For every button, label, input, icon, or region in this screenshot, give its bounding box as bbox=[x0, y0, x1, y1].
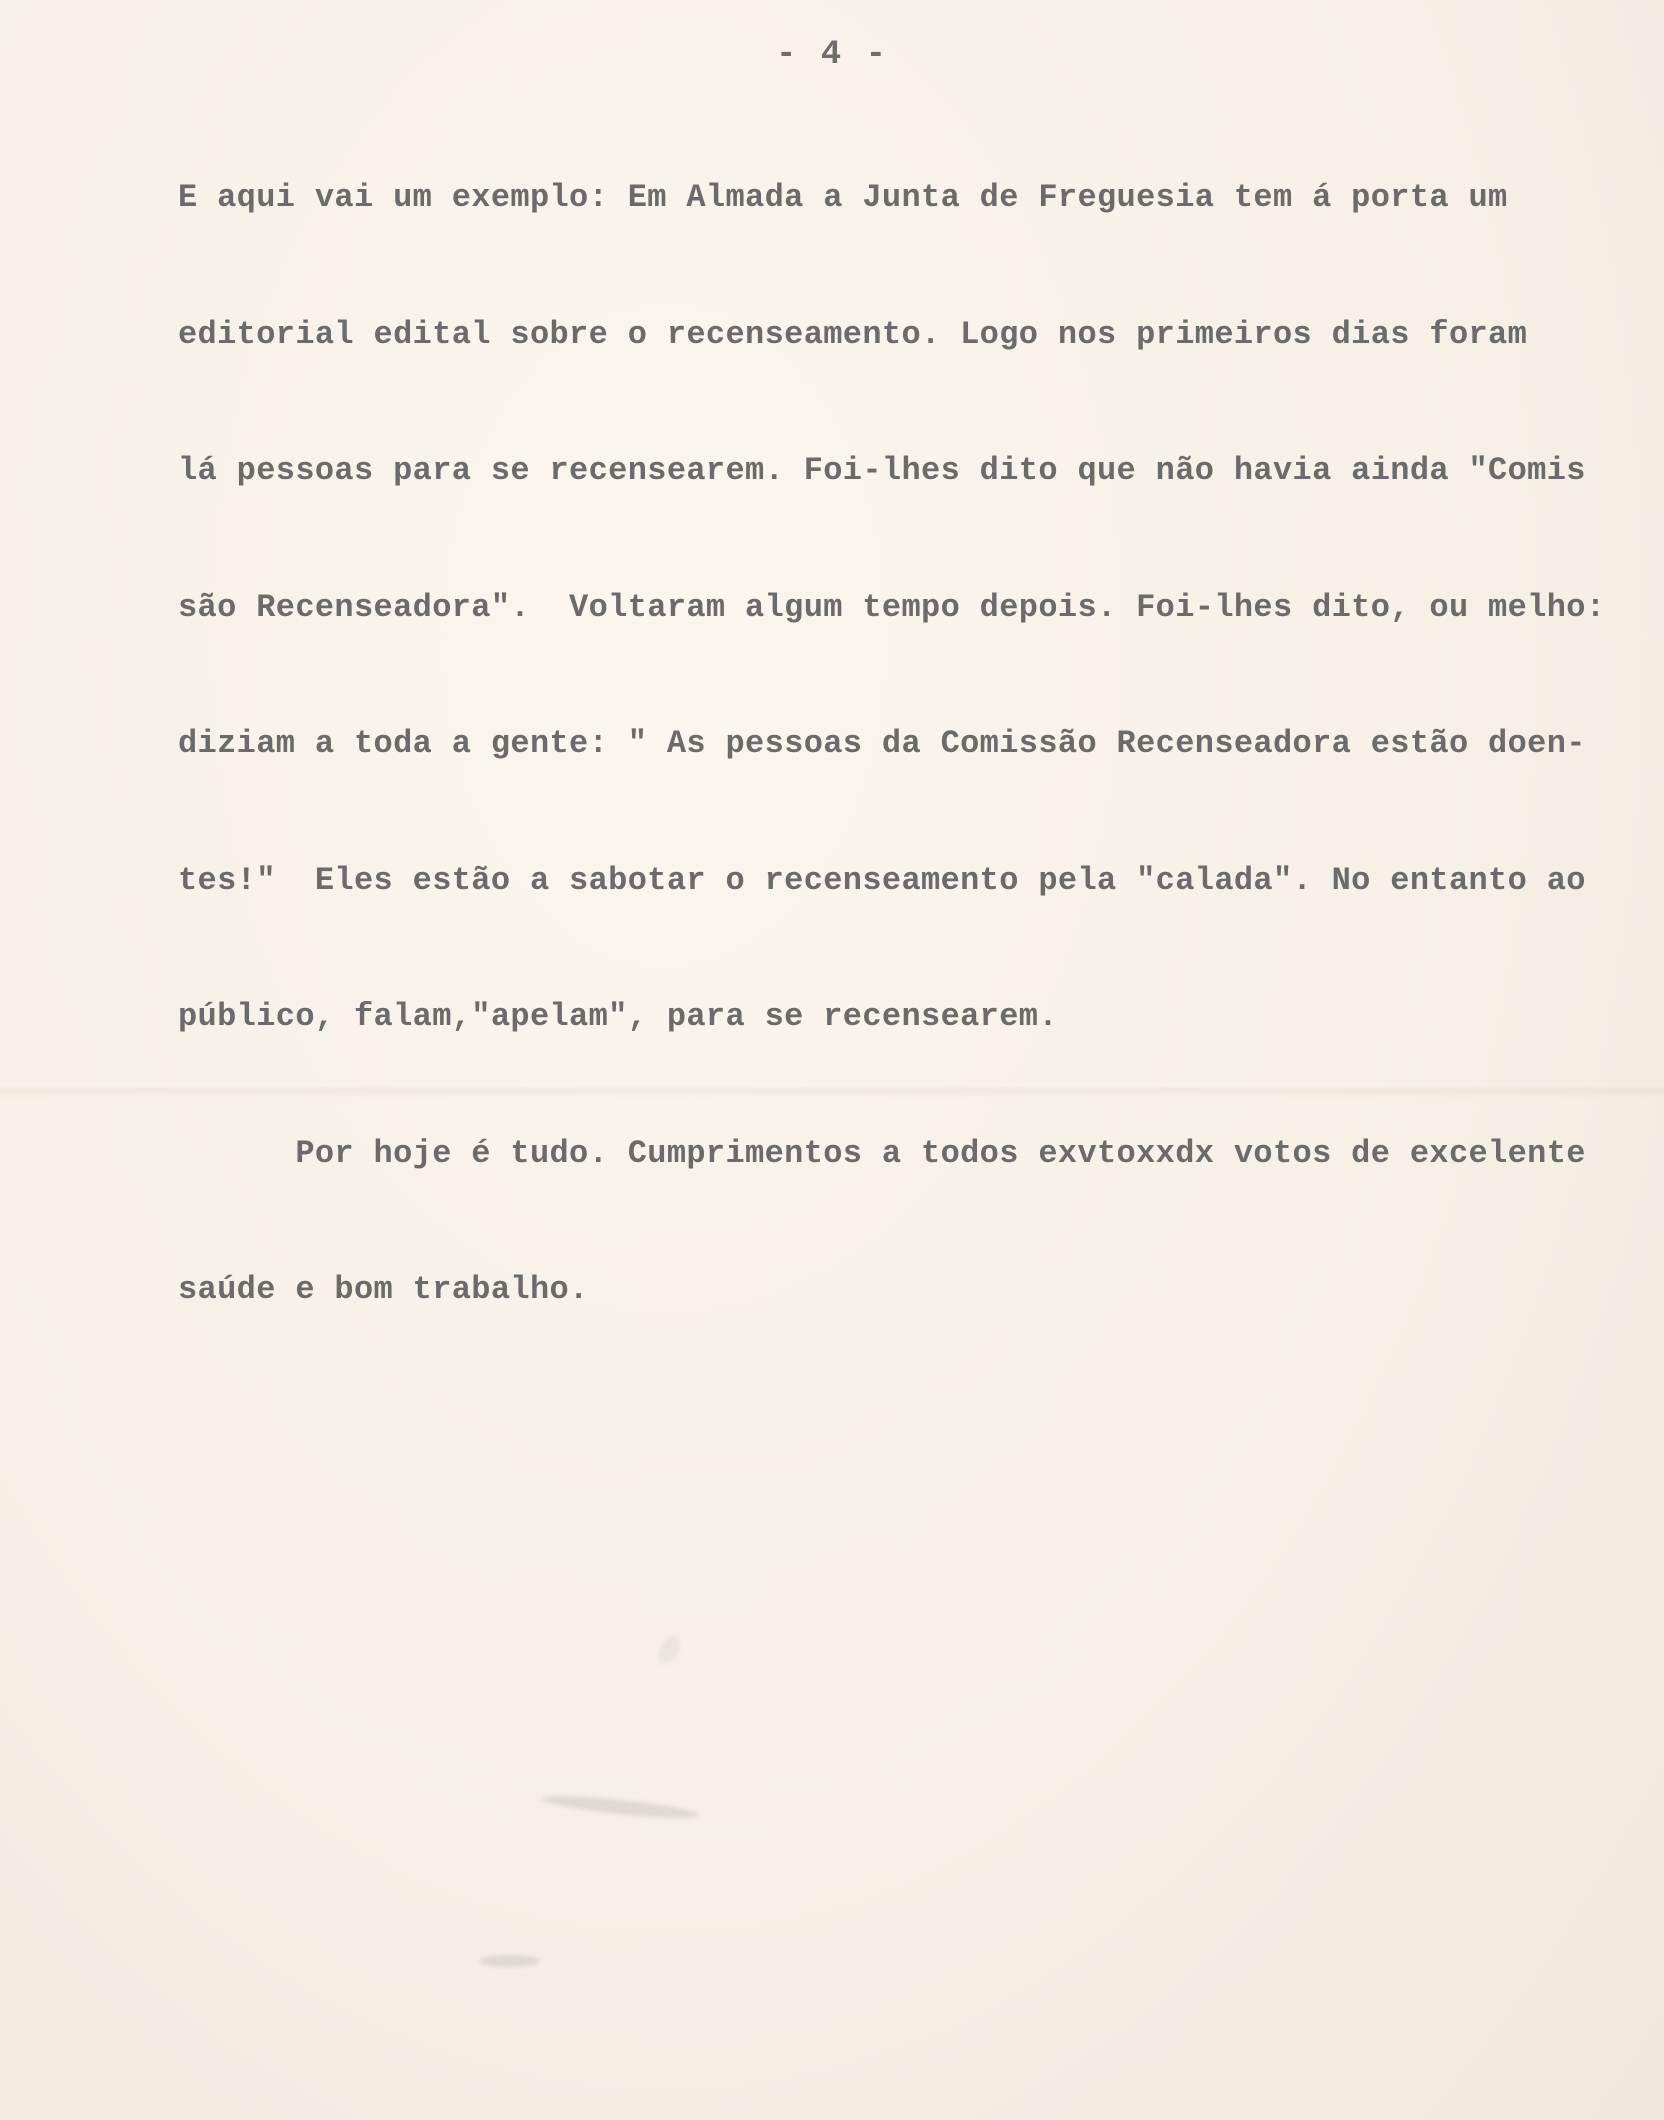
paper-smudge bbox=[654, 1633, 685, 1668]
body-line: editorial edital sobre o recenseamento. Logo nos primeiros dias foram bbox=[178, 315, 1528, 353]
paper-smudge bbox=[480, 1955, 540, 1967]
body-line: diziam a toda a gente: " As pessoas da Comissão Recenseadora estão doen- bbox=[178, 725, 1586, 762]
body-line: Por hoje é tudo. Cumprimentos a todos exvtoxxdx votos de excelente bbox=[178, 1134, 1586, 1172]
paper-smudge bbox=[540, 1792, 701, 1823]
body-line: são Recenseadora". Voltaram algum tempo depois. Foi-lhes dito, ou melho: bbox=[178, 588, 1606, 626]
typed-letter-body bbox=[178, 84, 1648, 1404]
body-line: saúde e bom trabalho. bbox=[178, 1271, 589, 1308]
body-line: tes!" Eles estão a sabotar o recenseamento pela "calada". No entanto ao bbox=[178, 861, 1586, 899]
body-line: lá pessoas para se recensearem. Foi-lhes dito que não havia ainda "Comis bbox=[178, 452, 1586, 489]
body-line: E aqui vai um exemplo: Em Almada a Junta de Freguesia tem á porta um bbox=[178, 179, 1508, 216]
body-line: público, falam,"apelam", para se recensearem. bbox=[178, 998, 1058, 1035]
page-number: - 4 - bbox=[775, 36, 889, 74]
